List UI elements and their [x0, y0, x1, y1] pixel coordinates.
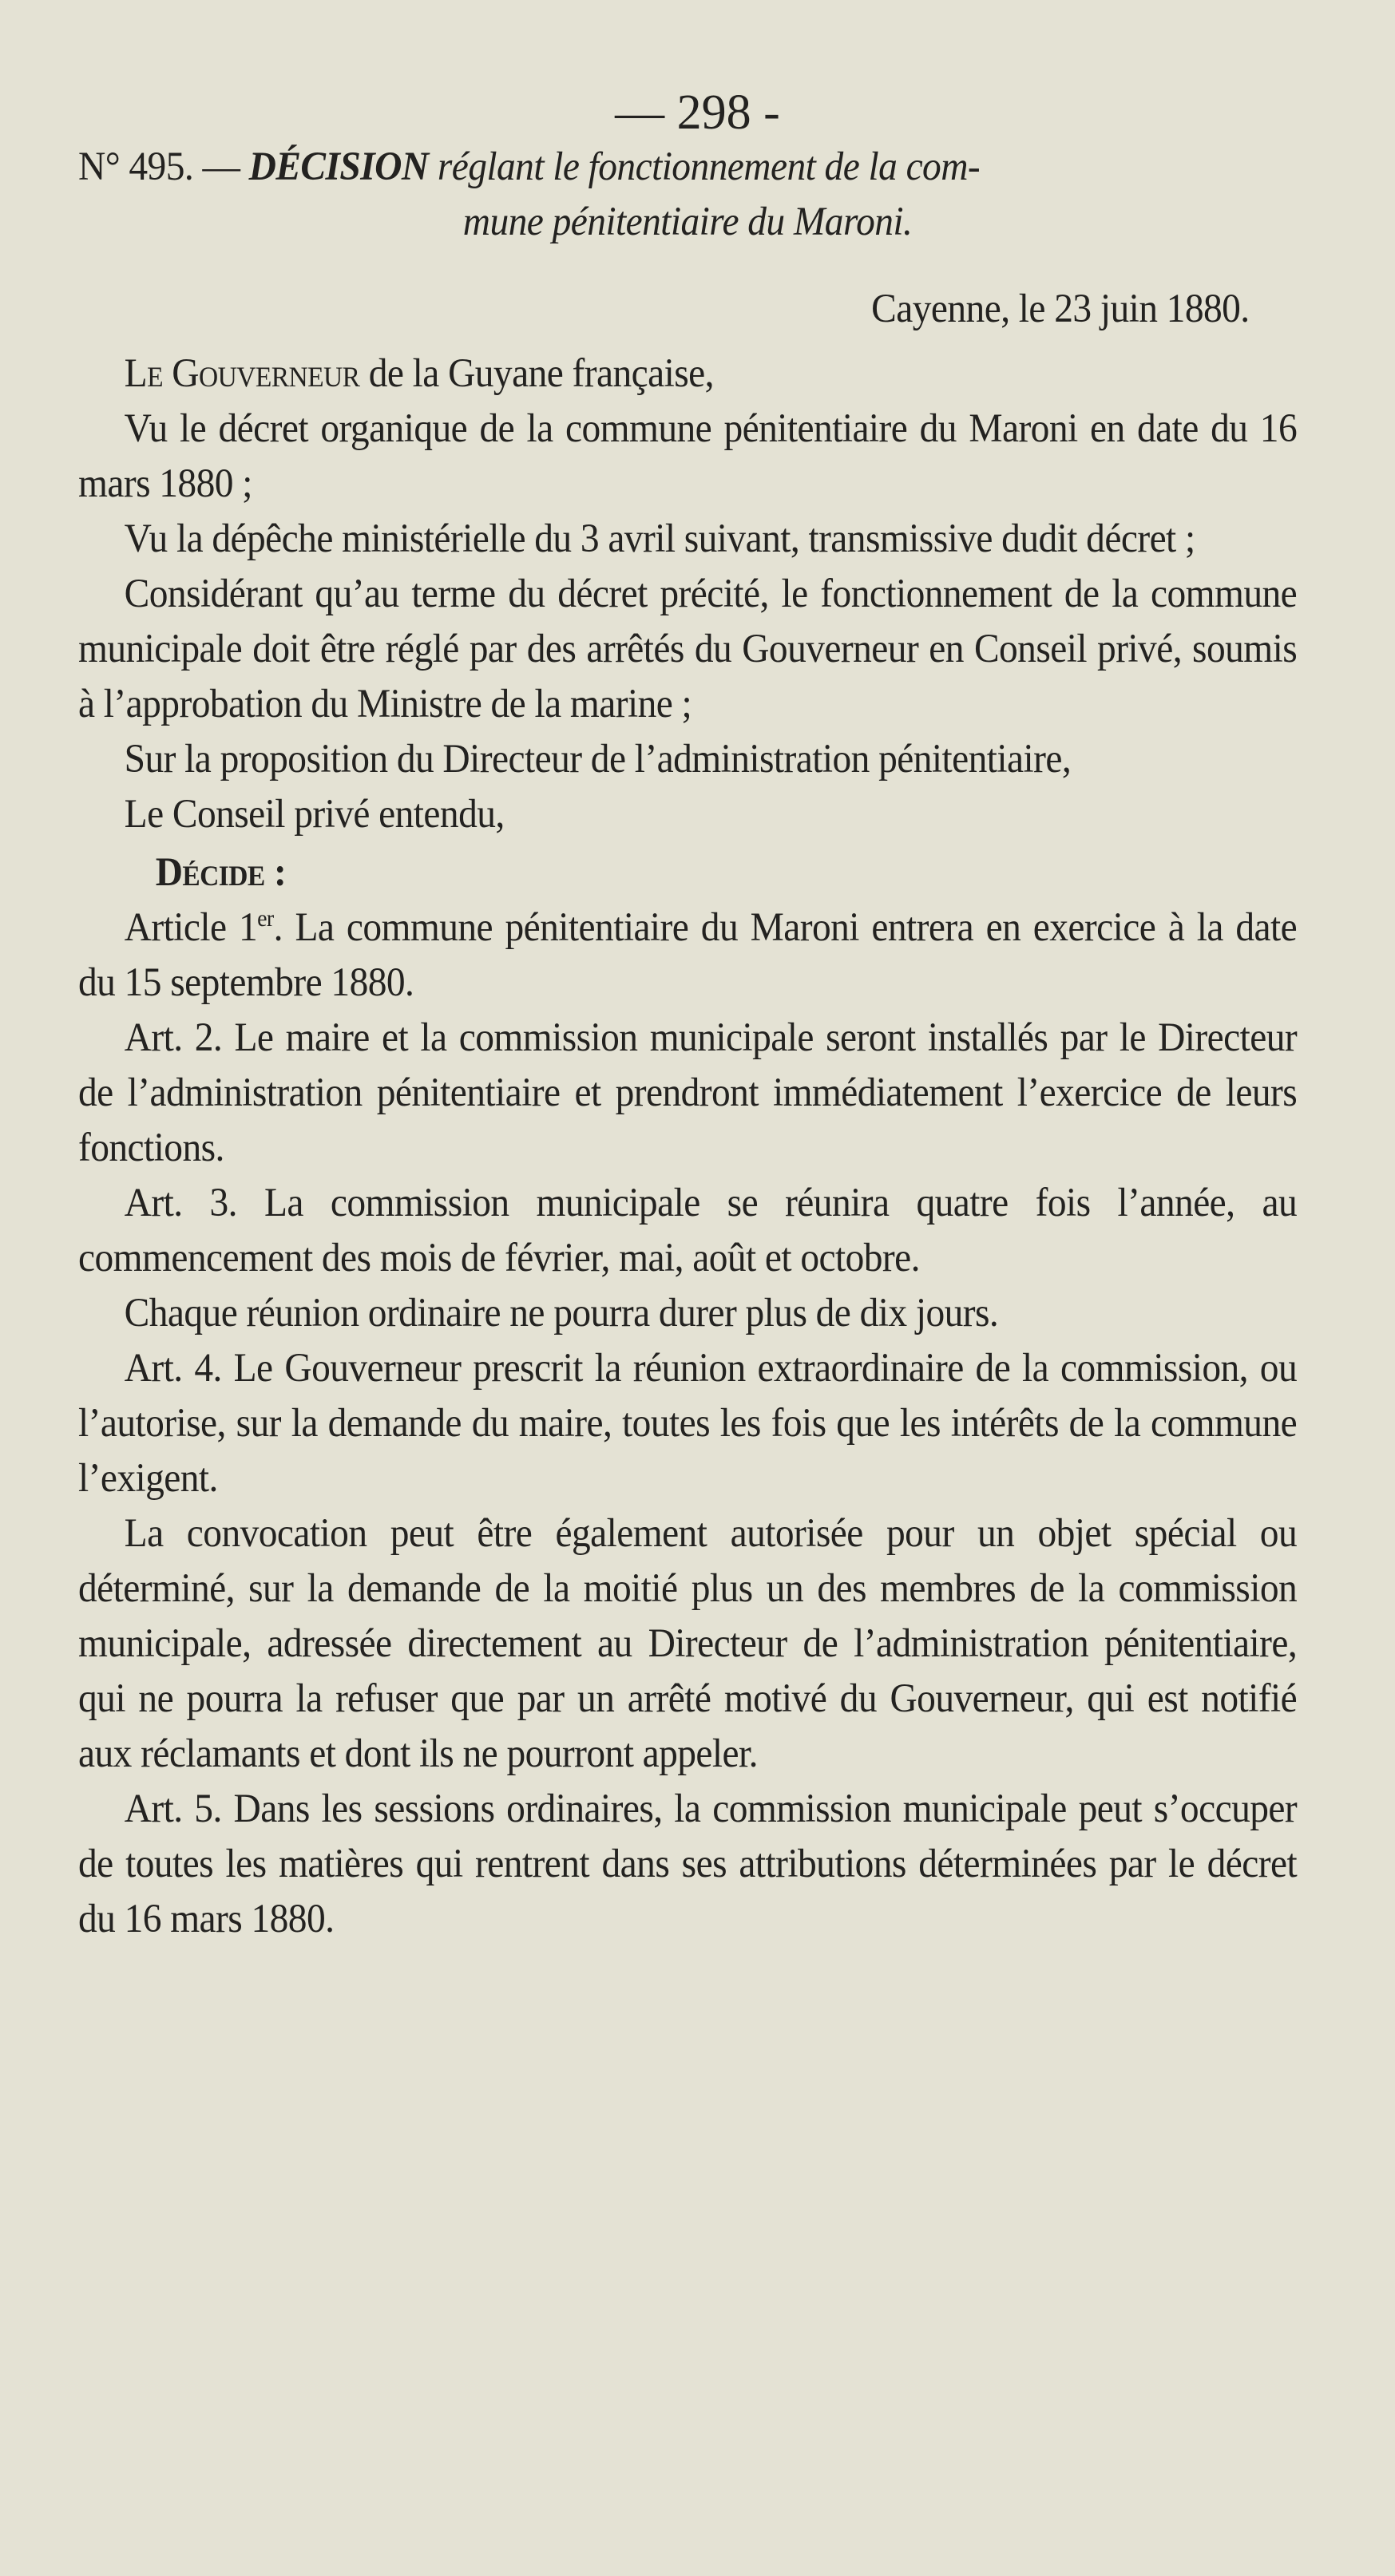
consideration-considerant: Considérant qu’au terme du décret précité, le fonctionnement de la commune municipale doit être réglé par des arrêtés du Gouverneur en Conseil privé, soumis à l’approbation du Ministre de la marine ; [78, 572, 1298, 726]
governor-rest: de la Guyane française, [368, 351, 714, 396]
decision-title [78, 140, 1297, 195]
article-3: Art. 3. La commission municipale se réunira quatre fois l’année, au commencement des mois de février, mai, août et octobre. [78, 1181, 1298, 1280]
article-1 [78, 900, 1297, 1011]
article-4-convocation: La convocation peut être également autorisée pour un objet spécial ou déterminé, sur la demande de la moitié plus un des membres de la commission municipale, adressée directement au Directeur de l’administration pénitentiaire, qui ne pourra la refuser que par un arrêté motivé du Gouverneur, qui est notifié aux réclamants et dont ils ne pourront appeler. [78, 1511, 1298, 1776]
article-1-text: . La commune pénitentiaire du Maroni entrera en exercice à la date du 15 septembre 1880. [78, 905, 1298, 1005]
decide-heading: Décide : [155, 850, 287, 895]
page-number: — 298 - [615, 85, 780, 140]
governor-head: Le Gouverneur [124, 351, 360, 396]
article-2: Art. 2. Le maire et la commission municipale seront installés par le Directeur de l’administration pénitentiaire et prendront immédiatement l’exercice de leurs fonctions. [78, 1015, 1298, 1170]
article-4: Art. 4. Le Gouverneur prescrit la réunion extraordinaire de la commission, ou l’autorise, sur la demande du maire, toutes les fois que les intérêts de la commune l’exigent. [78, 1346, 1298, 1501]
decision-title-line2: mune pénitentiaire du Maroni. [462, 200, 913, 244]
dateline: Cayenne, le 23 juin 1880. [871, 287, 1250, 331]
document-body [78, 140, 1297, 1947]
decision-title-line1: réglant le fonctionnement de la com- [437, 144, 981, 189]
consideration-conseil: Le Conseil privé entendu, [124, 792, 505, 837]
article-1-sup: er [257, 905, 274, 932]
decision-word: DÉCISION [248, 144, 429, 189]
article-1-label: Article 1 [124, 905, 258, 950]
governor-line [78, 346, 1297, 402]
article-5: Art. 5. Dans les sessions ordinaires, la commission municipale peut s’occuper de toutes les matières qui rentrent dans ses attributions déterminées par le décret du 16 mars 1880. [78, 1787, 1298, 1941]
consideration-vu-decret: Vu le décret organique de la commune pénitentiaire du Maroni en date du 16 mars 1880 ; [78, 406, 1298, 506]
consideration-vu-depeche: Vu la dépêche ministérielle du 3 avril suivant, transmissive dudit décret ; [124, 516, 1195, 561]
consideration-proposition: Sur la proposition du Directeur de l’administration pénitentiaire, [124, 737, 1072, 782]
decision-number: N° 495. — [78, 144, 240, 189]
article-3-reunion: Chaque réunion ordinaire ne pourra durer plus de dix jours. [124, 1291, 999, 1335]
